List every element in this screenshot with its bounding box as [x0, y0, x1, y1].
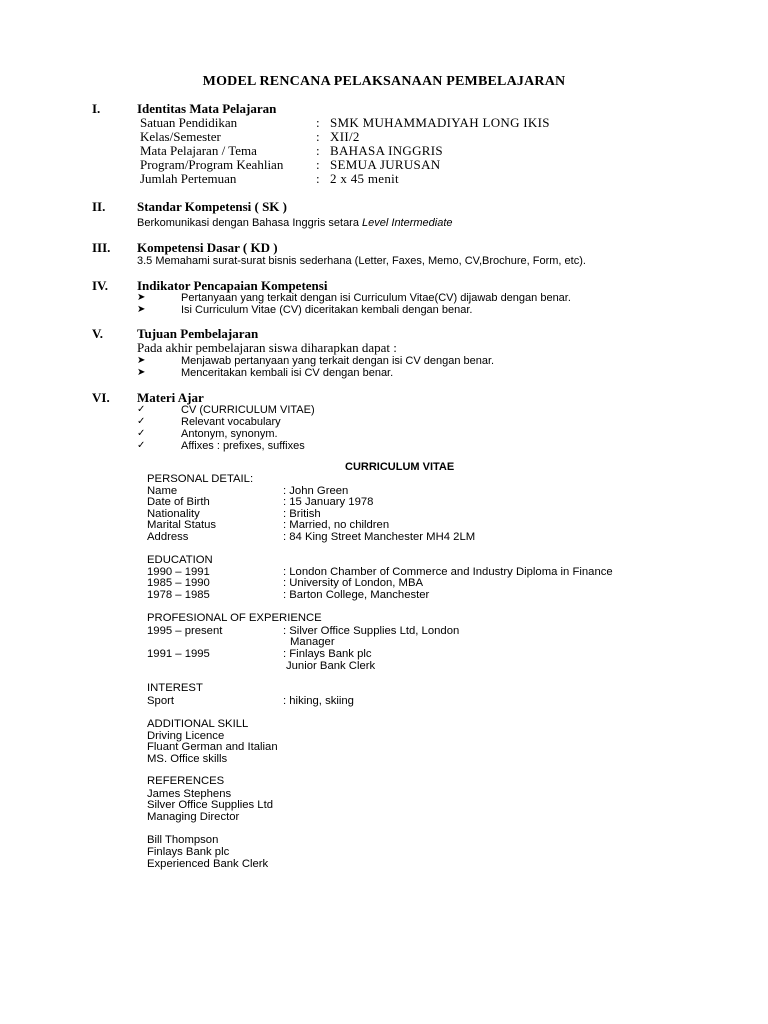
material-item: Antonym, synonym.: [181, 428, 278, 440]
identity-label: Mata Pelajaran / Tema: [140, 143, 257, 158]
section-number: VI.: [92, 390, 110, 405]
identity-value: SMK MUHAMMADIYAH LONG IKIS: [330, 115, 550, 130]
checkmark-icon: ✓: [137, 416, 146, 427]
cv-section-heading: REFERENCES: [147, 775, 225, 787]
arrow-bullet-icon: ➤: [137, 355, 146, 366]
checkmark-icon: ✓: [137, 440, 146, 451]
section-number: II.: [92, 199, 106, 214]
cv-label: 1985 – 1990: [147, 577, 210, 589]
objective-item: Menceritakan kembali isi CV dengan benar.: [181, 367, 394, 379]
section-heading: Materi Ajar: [137, 390, 204, 405]
cv-value: : Married, no children: [283, 519, 390, 531]
cv-value: : Barton College, Manchester: [283, 589, 430, 601]
cv-section-heading: INTEREST: [147, 682, 203, 694]
cv-value: : University of London, MBA: [283, 577, 424, 589]
identity-value: SEMUA JURUSAN: [330, 157, 441, 172]
material-item: Affixes : prefixes, suffixes: [181, 440, 305, 452]
cv-section-heading: ADDITIONAL SKILL: [147, 718, 249, 730]
cv-label: Address: [147, 531, 189, 543]
identity-label: Jumlah Pertemuan: [140, 171, 237, 186]
section-number: IV.: [92, 278, 109, 293]
section-heading: Kompetensi Dasar ( KD ): [137, 240, 278, 255]
cv-label: 1978 – 1985: [147, 589, 210, 601]
identity-colon: :: [316, 143, 320, 158]
cv-value: : 84 King Street Manchester MH4 2LM: [283, 531, 476, 543]
cv-value: : London Chamber of Commerce and Industry Diploma in Finance: [283, 566, 613, 578]
objective-item: Menjawab pertanyaan yang terkait dengan isi CV dengan benar.: [181, 355, 495, 367]
identity-colon: :: [316, 129, 320, 144]
indicator-item: Pertanyaan yang terkait dengan isi Curriculum Vitae(CV) dijawab dengan benar.: [181, 292, 571, 304]
checkmark-icon: ✓: [137, 428, 146, 439]
section-heading: Indikator Pencapaian Kompetensi: [137, 278, 328, 293]
cv-value: : hiking, skiing: [283, 695, 354, 707]
cv-list-item: Fluant German and Italian: [147, 741, 278, 753]
section-number: III.: [92, 240, 111, 255]
cv-label: 1990 – 1991: [147, 566, 210, 578]
basic-competency-text: 3.5 Memahami surat-surat bisnis sederhana (Letter, Faxes, Memo, CV,Brochure, Form, etc).: [137, 255, 586, 267]
identity-colon: :: [316, 115, 320, 130]
cv-list-item: Silver Office Supplies Ltd: [147, 799, 274, 811]
cv-label: Marital Status: [147, 519, 217, 531]
section-number: I.: [92, 101, 101, 116]
cv-title: CURRICULUM VITAE: [345, 461, 455, 473]
cv-list-item: Driving Licence: [147, 730, 225, 742]
cv-value: : John Green: [283, 485, 349, 497]
cv-value: : Silver Office Supplies Ltd, London: [283, 625, 460, 637]
material-item: CV (CURRICULUM VITAE): [181, 404, 315, 416]
cv-list-item: MS. Office skills: [147, 753, 228, 765]
identity-value: 2 x 45 menit: [330, 171, 399, 186]
cv-label: Nationality: [147, 508, 200, 520]
identity-value: XII/2: [330, 129, 360, 144]
cv-section-heading: PERSONAL DETAIL:: [147, 473, 254, 485]
section-heading: Identitas Mata Pelajaran: [137, 101, 277, 116]
cv-label: Sport: [147, 695, 175, 707]
cv-value: Junior Bank Clerk: [286, 660, 376, 672]
checkmark-icon: ✓: [137, 404, 146, 415]
competency-standard-italic: Level Intermediate: [362, 217, 453, 229]
indicator-item: Isi Curriculum Vitae (CV) diceritakan kembali dengan benar.: [181, 304, 473, 316]
cv-value: Manager: [290, 636, 335, 648]
cv-value: : British: [283, 508, 321, 520]
arrow-bullet-icon: ➤: [137, 304, 146, 315]
identity-label: Kelas/Semester: [140, 129, 221, 144]
cv-label: 1995 – present: [147, 625, 223, 637]
cv-list-item: Managing Director: [147, 811, 240, 823]
material-item: Relevant vocabulary: [181, 416, 281, 428]
competency-standard-text: [137, 217, 453, 229]
identity-label: Program/Program Keahlian: [140, 157, 284, 172]
cv-section-heading: EDUCATION: [147, 554, 213, 566]
section-heading: Standar Kompetensi ( SK ): [137, 199, 287, 214]
arrow-bullet-icon: ➤: [137, 367, 146, 378]
objective-intro: Pada akhir pembelajaran siswa diharapkan dapat :: [137, 340, 397, 355]
identity-value: BAHASA INGGRIS: [330, 143, 443, 158]
cv-label: 1991 – 1995: [147, 648, 210, 660]
cv-value: : Finlays Bank plc: [283, 648, 372, 660]
document-title: MODEL RENCANA PELAKSANAAN PEMBELAJARAN: [202, 74, 566, 89]
identity-colon: :: [316, 157, 320, 172]
section-heading: Tujuan Pembelajaran: [137, 326, 259, 341]
cv-section-heading: PROFESIONAL OF EXPERIENCE: [147, 612, 322, 624]
identity-label: Satuan Pendidikan: [140, 115, 238, 130]
cv-label: Date of Birth: [147, 496, 210, 508]
cv-list-item: James Stephens: [147, 788, 232, 800]
cv-list-item: Bill Thompson: [147, 834, 219, 846]
cv-list-item: Finlays Bank plc: [147, 846, 230, 858]
cv-value: : 15 January 1978: [283, 496, 374, 508]
arrow-bullet-icon: ➤: [137, 292, 146, 303]
cv-label: Name: [147, 485, 178, 497]
section-number: V.: [92, 326, 103, 341]
competency-standard-plain: Berkomunikasi dengan Bahasa Inggris setara: [137, 217, 363, 229]
identity-colon: :: [316, 171, 320, 186]
cv-list-item: Experienced Bank Clerk: [147, 858, 269, 870]
